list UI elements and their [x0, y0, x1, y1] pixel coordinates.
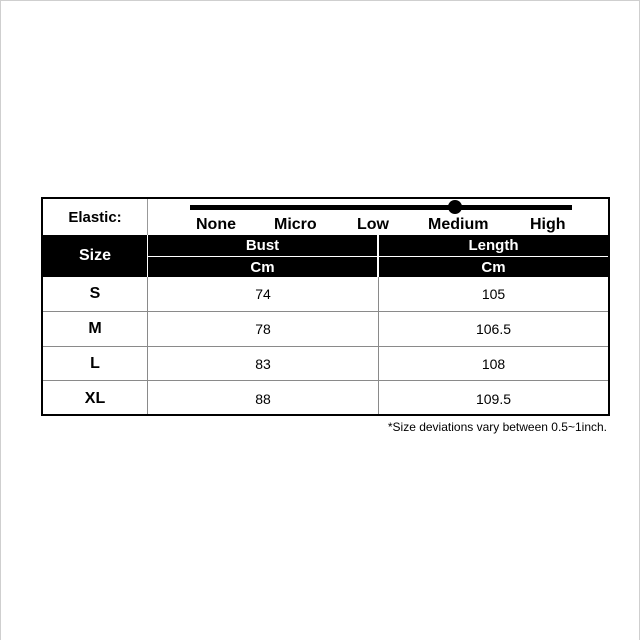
- row-divider: [43, 380, 608, 381]
- elastic-level-medium: Medium: [428, 216, 489, 233]
- image-frame-top: [0, 0, 640, 1]
- length-unit: Cm: [379, 257, 608, 277]
- size-note: *Size deviations vary between 0.5~1inch.: [387, 420, 607, 434]
- size-header: Size: [43, 235, 147, 277]
- elastic-scale-marker: [448, 200, 462, 214]
- bust-cell: 88: [255, 390, 271, 407]
- header-hline: [148, 256, 608, 257]
- elastic-level-low: Low: [357, 216, 389, 233]
- size-cell: L: [90, 354, 100, 372]
- image-frame-left: [0, 0, 1, 640]
- length-cell: 109.5: [475, 390, 512, 407]
- bust-cell: 78: [255, 321, 271, 338]
- length-header: Length: [379, 235, 608, 256]
- bust-header: Bust: [148, 235, 377, 256]
- elastic-scale-track: [190, 205, 572, 210]
- bust-cell: 74: [255, 286, 271, 303]
- row-divider: [43, 346, 608, 347]
- elastic-divider: [147, 199, 148, 235]
- size-cell: XL: [84, 389, 106, 407]
- size-cell: S: [89, 285, 101, 303]
- elastic-level-high: High: [530, 216, 566, 233]
- length-cell: 105: [481, 286, 506, 303]
- row-divider: [43, 311, 608, 312]
- bust-cell: 83: [255, 355, 271, 372]
- body-vline-left: [147, 277, 148, 414]
- elastic-label: Elastic:: [68, 208, 122, 226]
- body-vline-mid: [378, 277, 379, 414]
- elastic-level-micro: Micro: [274, 216, 317, 233]
- elastic-level-none: None: [196, 216, 236, 233]
- length-cell: 108: [481, 355, 506, 372]
- length-cell: 106.5: [475, 321, 512, 338]
- bust-unit: Cm: [148, 257, 377, 277]
- size-cell: M: [88, 320, 102, 338]
